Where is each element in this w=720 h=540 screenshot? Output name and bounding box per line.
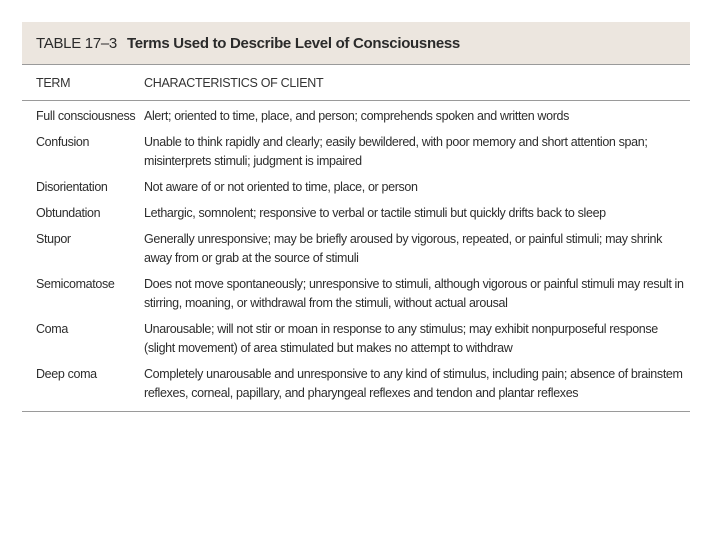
table-row	[22, 107, 690, 126]
characteristics-cell: Generally unresponsive; may be briefly aroused by vigorous, repeated, or painful stimuli; may shrink away from or grab at the source of stimuli	[144, 232, 663, 265]
table-row	[22, 230, 690, 268]
term-cell: Full consciousness	[36, 109, 136, 123]
term-cell: Confusion	[36, 135, 90, 149]
table-row	[22, 275, 690, 313]
table-row	[22, 204, 690, 223]
characteristics-cell: Alert; oriented to time, place, and person; comprehends spoken and written words	[144, 109, 570, 123]
term-cell: Coma	[36, 322, 68, 336]
column-header-term: TERM	[36, 75, 71, 90]
table-row	[22, 320, 690, 358]
term-cell: Semicomatose	[36, 277, 115, 291]
characteristics-cell: Lethargic, somnolent; responsive to verbal or tactile stimuli but quickly drifts back to sleep	[144, 206, 606, 220]
table-title-bar	[22, 22, 690, 64]
consciousness-table	[22, 22, 690, 412]
table-row	[22, 365, 690, 403]
table-title: Terms Used to Describe Level of Consciousness	[126, 34, 460, 52]
table-body	[22, 101, 690, 412]
characteristics-cell: Unable to think rapidly and clearly; easily bewildered, with poor memory and short attention span; misinterprets stimuli; judgment is impaired	[144, 135, 648, 168]
term-cell: Stupor	[36, 232, 71, 246]
characteristics-cell: Not aware of or not oriented to time, place, or person	[144, 180, 418, 194]
characteristics-cell: Does not move spontaneously; unresponsive to stimuli, although vigorous or painful stimuli may result in stirring, moaning, or withdrawal from the stimuli, without actual arousal	[144, 277, 684, 310]
term-cell: Deep coma	[36, 367, 97, 381]
table-row	[22, 178, 690, 197]
term-cell: Disorientation	[36, 180, 108, 194]
characteristics-cell: Completely unarousable and unresponsive to any kind of stimulus, including pain; absence of brainstem reflexes, corneal, papillary, and pharyngeal reflexes and tendon and plantar reflexes	[144, 367, 683, 400]
table-row	[22, 133, 690, 171]
column-header-characteristics: CHARACTERISTICS OF CLIENT	[144, 75, 324, 90]
table-header-row	[22, 65, 690, 101]
table-number: TABLE 17–3	[36, 34, 117, 52]
characteristics-cell: Unarousable; will not stir or moan in response to any stimulus; may exhibit nonpurposeful response (slight movement) of area stimulated but makes no attempt to withdraw	[144, 322, 658, 355]
term-cell: Obtundation	[36, 206, 101, 220]
